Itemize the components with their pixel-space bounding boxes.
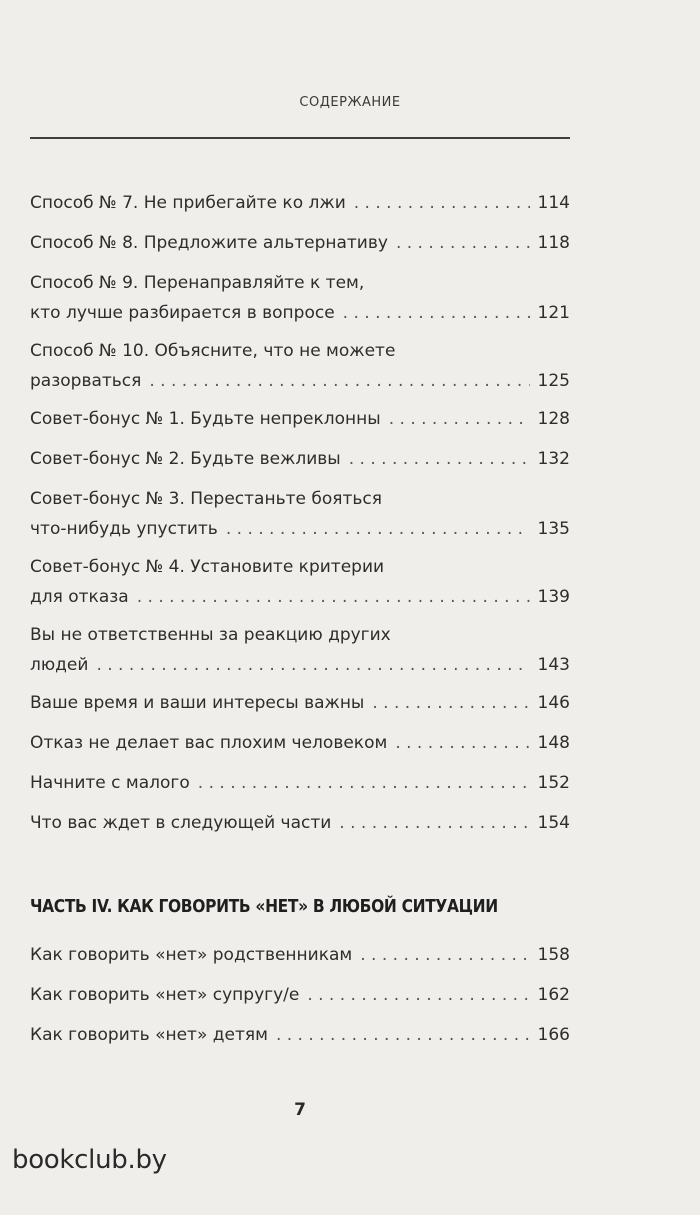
toc-entry (30, 404, 570, 444)
toc-entry-line (30, 336, 570, 366)
page-header-title: СОДЕРЖАНИЕ (299, 95, 401, 110)
toc-entry (30, 808, 570, 848)
watermark-text: bookclub.by (12, 1145, 167, 1175)
toc-entry-text: Совет-бонус № 1. Будьте непреклонны (30, 409, 381, 429)
toc-entry (30, 728, 570, 768)
toc-entry-line (30, 582, 570, 612)
toc-entry-text: Как говорить «нет» супругу/е (30, 985, 300, 1005)
dot-leader (395, 728, 529, 758)
toc-entry-line (30, 514, 570, 544)
toc-entry-text: Способ № 9. Перенаправляйте к тем, (30, 273, 365, 293)
toc-entry (30, 268, 570, 336)
toc-page-number: 154 (537, 813, 570, 833)
toc-entry-line (30, 188, 570, 218)
toc-page-number: 152 (537, 773, 570, 793)
toc-entry-text: для отказа (30, 587, 129, 607)
toc-page-number: 128 (537, 409, 570, 429)
toc-entry-text: Совет-бонус № 3. Перестаньте бояться (30, 489, 382, 509)
dot-leader (339, 808, 529, 838)
section-heading: ЧАСТЬ IV. КАК ГОВОРИТЬ «НЕТ» В ЛЮБОЙ СИТУАЦИИ (30, 896, 498, 917)
toc-entry-text: Совет-бонус № 4. Установите критерии (30, 557, 385, 577)
header-rule (30, 137, 570, 139)
toc-entry-text: людей (30, 655, 89, 675)
dot-leader (389, 404, 530, 434)
toc-entry-line (30, 484, 570, 514)
toc-entry (30, 620, 570, 688)
toc-entry (30, 552, 570, 620)
toc-entry-line (30, 268, 570, 298)
dot-leader (198, 768, 530, 798)
dot-leader (354, 188, 530, 218)
dot-leader (149, 366, 529, 396)
toc-page-number: 125 (537, 371, 570, 391)
toc-entry (30, 768, 570, 808)
dot-leader (137, 582, 530, 612)
toc-entry-line (30, 1020, 570, 1050)
toc-entry (30, 228, 570, 268)
toc-entry-line (30, 404, 570, 434)
toc-entry-text: Способ № 10. Объясните, что не можете (30, 341, 396, 361)
toc-entry-line (30, 728, 570, 758)
toc-entry-text: Как говорить «нет» детям (30, 1025, 268, 1045)
toc-page-number: 132 (537, 449, 570, 469)
dot-leader (396, 228, 530, 258)
toc-page-number: 118 (537, 233, 570, 253)
toc-entry (30, 336, 570, 404)
toc-entry-line (30, 980, 570, 1010)
toc-entry-line (30, 688, 570, 718)
toc-entry (30, 484, 570, 552)
toc-page-number: 139 (537, 587, 570, 607)
toc-entry-line (30, 620, 570, 650)
toc-entry (30, 940, 570, 980)
toc-entry (30, 980, 570, 1020)
toc-page-number: 148 (537, 733, 570, 753)
dot-leader (307, 980, 529, 1010)
toc-entry-line (30, 768, 570, 798)
toc-entry-text: Начните с малого (30, 773, 190, 793)
toc-entry-line (30, 298, 570, 328)
dot-leader (349, 444, 530, 474)
toc-entry-line (30, 808, 570, 838)
toc-entry (30, 1020, 570, 1060)
toc-entry-text: что-нибудь упустить (30, 519, 218, 539)
toc-page-number: 114 (537, 193, 570, 213)
toc-entry-text: Ваше время и ваши интересы важны (30, 693, 365, 713)
dot-leader (343, 298, 530, 328)
toc-page-number: 143 (537, 655, 570, 675)
dot-leader (226, 514, 530, 544)
toc-entry-line (30, 444, 570, 474)
toc-page-number: 166 (537, 1025, 570, 1045)
toc-entry-line (30, 228, 570, 258)
toc-page-number: 158 (537, 945, 570, 965)
section-entries (30, 940, 570, 1060)
toc-entry-text: кто лучше разбирается в вопросе (30, 303, 335, 323)
toc-entry (30, 444, 570, 484)
toc-entry-line (30, 940, 570, 970)
toc-page-number: 121 (537, 303, 570, 323)
dot-leader (372, 688, 529, 718)
toc-entry (30, 188, 570, 228)
dot-leader (360, 940, 529, 970)
toc-entry-text: Что вас ждет в следующей части (30, 813, 332, 833)
toc-entry-text: Вы не ответственны за реакцию других (30, 625, 391, 645)
page-number: 7 (294, 1100, 306, 1120)
toc-entry-text: Способ № 7. Не прибегайте ко лжи (30, 193, 346, 213)
dot-leader (276, 1020, 530, 1050)
toc-page-number: 146 (537, 693, 570, 713)
toc-entry-line (30, 650, 570, 680)
toc-entry-text: Способ № 8. Предложите альтернативу (30, 233, 388, 253)
toc-entry-text: Отказ не делает вас плохим человеком (30, 733, 388, 753)
toc-entry-text: Совет-бонус № 2. Будьте вежливы (30, 449, 341, 469)
toc-entry (30, 688, 570, 728)
dot-leader (96, 650, 529, 680)
table-of-contents (30, 188, 570, 848)
toc-entry-text: разорваться (30, 371, 142, 391)
toc-page-number: 162 (537, 985, 570, 1005)
toc-entry-line (30, 366, 570, 396)
toc-entry-line (30, 552, 570, 582)
toc-entry-text: Как говорить «нет» родственникам (30, 945, 353, 965)
toc-page-number: 135 (537, 519, 570, 539)
